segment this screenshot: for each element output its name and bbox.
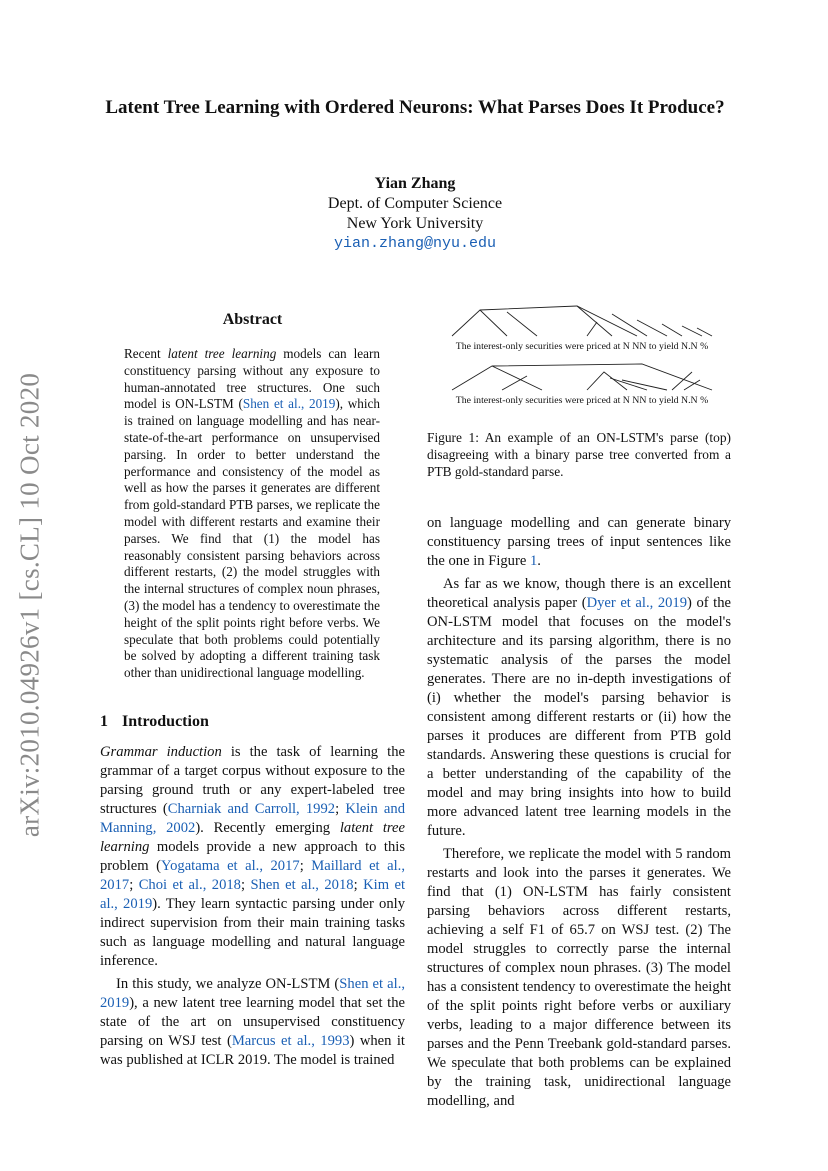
parse-tree-bottom-branches (452, 364, 712, 390)
figure-reference-link[interactable]: 1 (529, 553, 538, 569)
parse-tree-top-branches (452, 306, 712, 336)
citation-link[interactable]: Charniak and Carroll, 1992 (167, 801, 336, 817)
intro-paragraph-5: Therefore, we replicate the model with 5 random restarts and look into the parses it generates. We find that (1) ON-LSTM has fairly consistent parsing behaviors across different restarts, achieving a self F1 of 65.7 on WSJ test. (2) The model struggles to correctly parse the internal structures of complex noun phrases. (3) The model has a consistent tendency to overestimate the height of the split points right before verbs or auxiliary verbs, leading to a major difference between its parses and the Penn Treebank gold-standard parses. We speculate that both problems can be explained by the training task, unidirectional language modelling, and (427, 846, 731, 1109)
citation-link[interactable]: Kim et al., 2019 (100, 877, 406, 912)
intro-paragraph-3: on language modelling and can generate binary constituency parsing trees of input sentences like the one in Figure 1. (427, 515, 731, 569)
citation-link[interactable]: Dyer et al., 2019 (586, 595, 688, 611)
figure-1 (432, 300, 732, 412)
figure-caption: Figure 1: An example of an ON-LSTM's parse (top) disagreeing with a binary parse tree converted from a PTB gold-standard parse. (427, 430, 731, 479)
intro-paragraph-1: Grammar induction is the task of learning the grammar of a target corpus without exposure to the parsing ground truth or any expert-labeled tree structures (Charniak and Carroll, 1992; Klein and Manning, 2002). Recently emerging latent tree learning models provide a new approach to this problem (Yogatama et al., 2017; Maillard et al., 2017; Choi et al., 2018; Shen et al., 2018; Kim et al., 2019). They learn syntactic parsing under only indirect supervision from their main training tasks such as language modelling and natural language inference. (100, 744, 406, 969)
citation-link[interactable]: Klein and Manning, 2002 (100, 801, 406, 836)
citation-link[interactable]: Shen et al., 2019 (100, 976, 405, 1011)
figure-sentence-bottom: The interest-only securities were priced at N NN to yield N.N % (455, 395, 709, 406)
author-dept: Dept. of Computer Science (327, 195, 503, 212)
author-university: New York University (346, 215, 484, 232)
parse-tree-diagram (432, 300, 732, 412)
paper-title: Latent Tree Learning with Ordered Neurons: What Parses Does It Produce? (105, 97, 725, 118)
citation-link[interactable]: Shen et al., 2018 (250, 877, 354, 893)
section-number: 1 (100, 713, 108, 730)
arxiv-watermark (8, 360, 52, 850)
citation-link[interactable]: Shen et al., 2019 (242, 396, 336, 412)
abstract-heading: Abstract (222, 311, 283, 328)
abstract-text: Recent latent tree learning models can learn constituency parsing without any exposure to human-annotated tree structures. One such model is ON-LSTM (Shen et al., 2019), which is trained on language modelling and has near-state-of-the-art performance on unsupervised parsing. In order to better understand the performance and consistency of the model as well as how the parses it generates are different from gold-standard PTB parses, we replicate the model with different restarts and examine their parses. We find that (1) the model has reasonably consistent parsing behaviors across different restarts, (2) the model struggles with the internal structures of complex noun phrases, (3) the model has a tendency to overestimate the height of the split points right before verbs. We speculate that both problems could potentially be solved by adopting a different training task other than unidirectional language modelling. (124, 346, 380, 681)
author-email[interactable]: yian.zhang@nyu.edu (333, 235, 497, 252)
citation-link[interactable]: Marcus et al., 1993 (231, 1033, 350, 1049)
figure-sentence-top: The interest-only securities were priced at N NN to yield N.N % (455, 341, 709, 352)
author-name: Yian Zhang (374, 175, 456, 192)
citation-link[interactable]: Maillard et al., 2017 (100, 858, 405, 893)
right-column (427, 514, 731, 1111)
arxiv-id: arXiv:2010.04926v1 [cs.CL] 10 Oct 2020 (14, 372, 45, 838)
citation-link[interactable]: Choi et al., 2018 (138, 877, 241, 893)
section-heading-introduction (100, 713, 209, 731)
intro-paragraph-2: In this study, we analyze ON-LSTM (Shen et al., 2019), a new latent tree learning model that set the state of the art on unsupervised constituency parsing on WSJ test (Marcus et al., 1993) when it was published at ICLR 2019. The model is trained (100, 976, 405, 1068)
citation-link[interactable]: Yogatama et al., 2017 (161, 858, 300, 874)
left-column (100, 743, 405, 1070)
section-title: Introduction (122, 713, 209, 730)
intro-paragraph-4: As far as we know, though there is an excellent theoretical analysis paper (Dyer et al., 2019) of the ON-LSTM model that focuses on the model's architecture and its parsing algorithm, there is no systematic analysis of the parses the model generates. There are no in-depth investigations of (i) whether the model's parsing behavior is consistent among different restarts or (ii) how the parses it produces are different from PTB gold standards. Answering these questions is crucial for a better understanding of the capability of the model and may bring insights into how to build more advanced latent tree learning models in the future. (427, 576, 731, 839)
author-block (200, 174, 630, 254)
